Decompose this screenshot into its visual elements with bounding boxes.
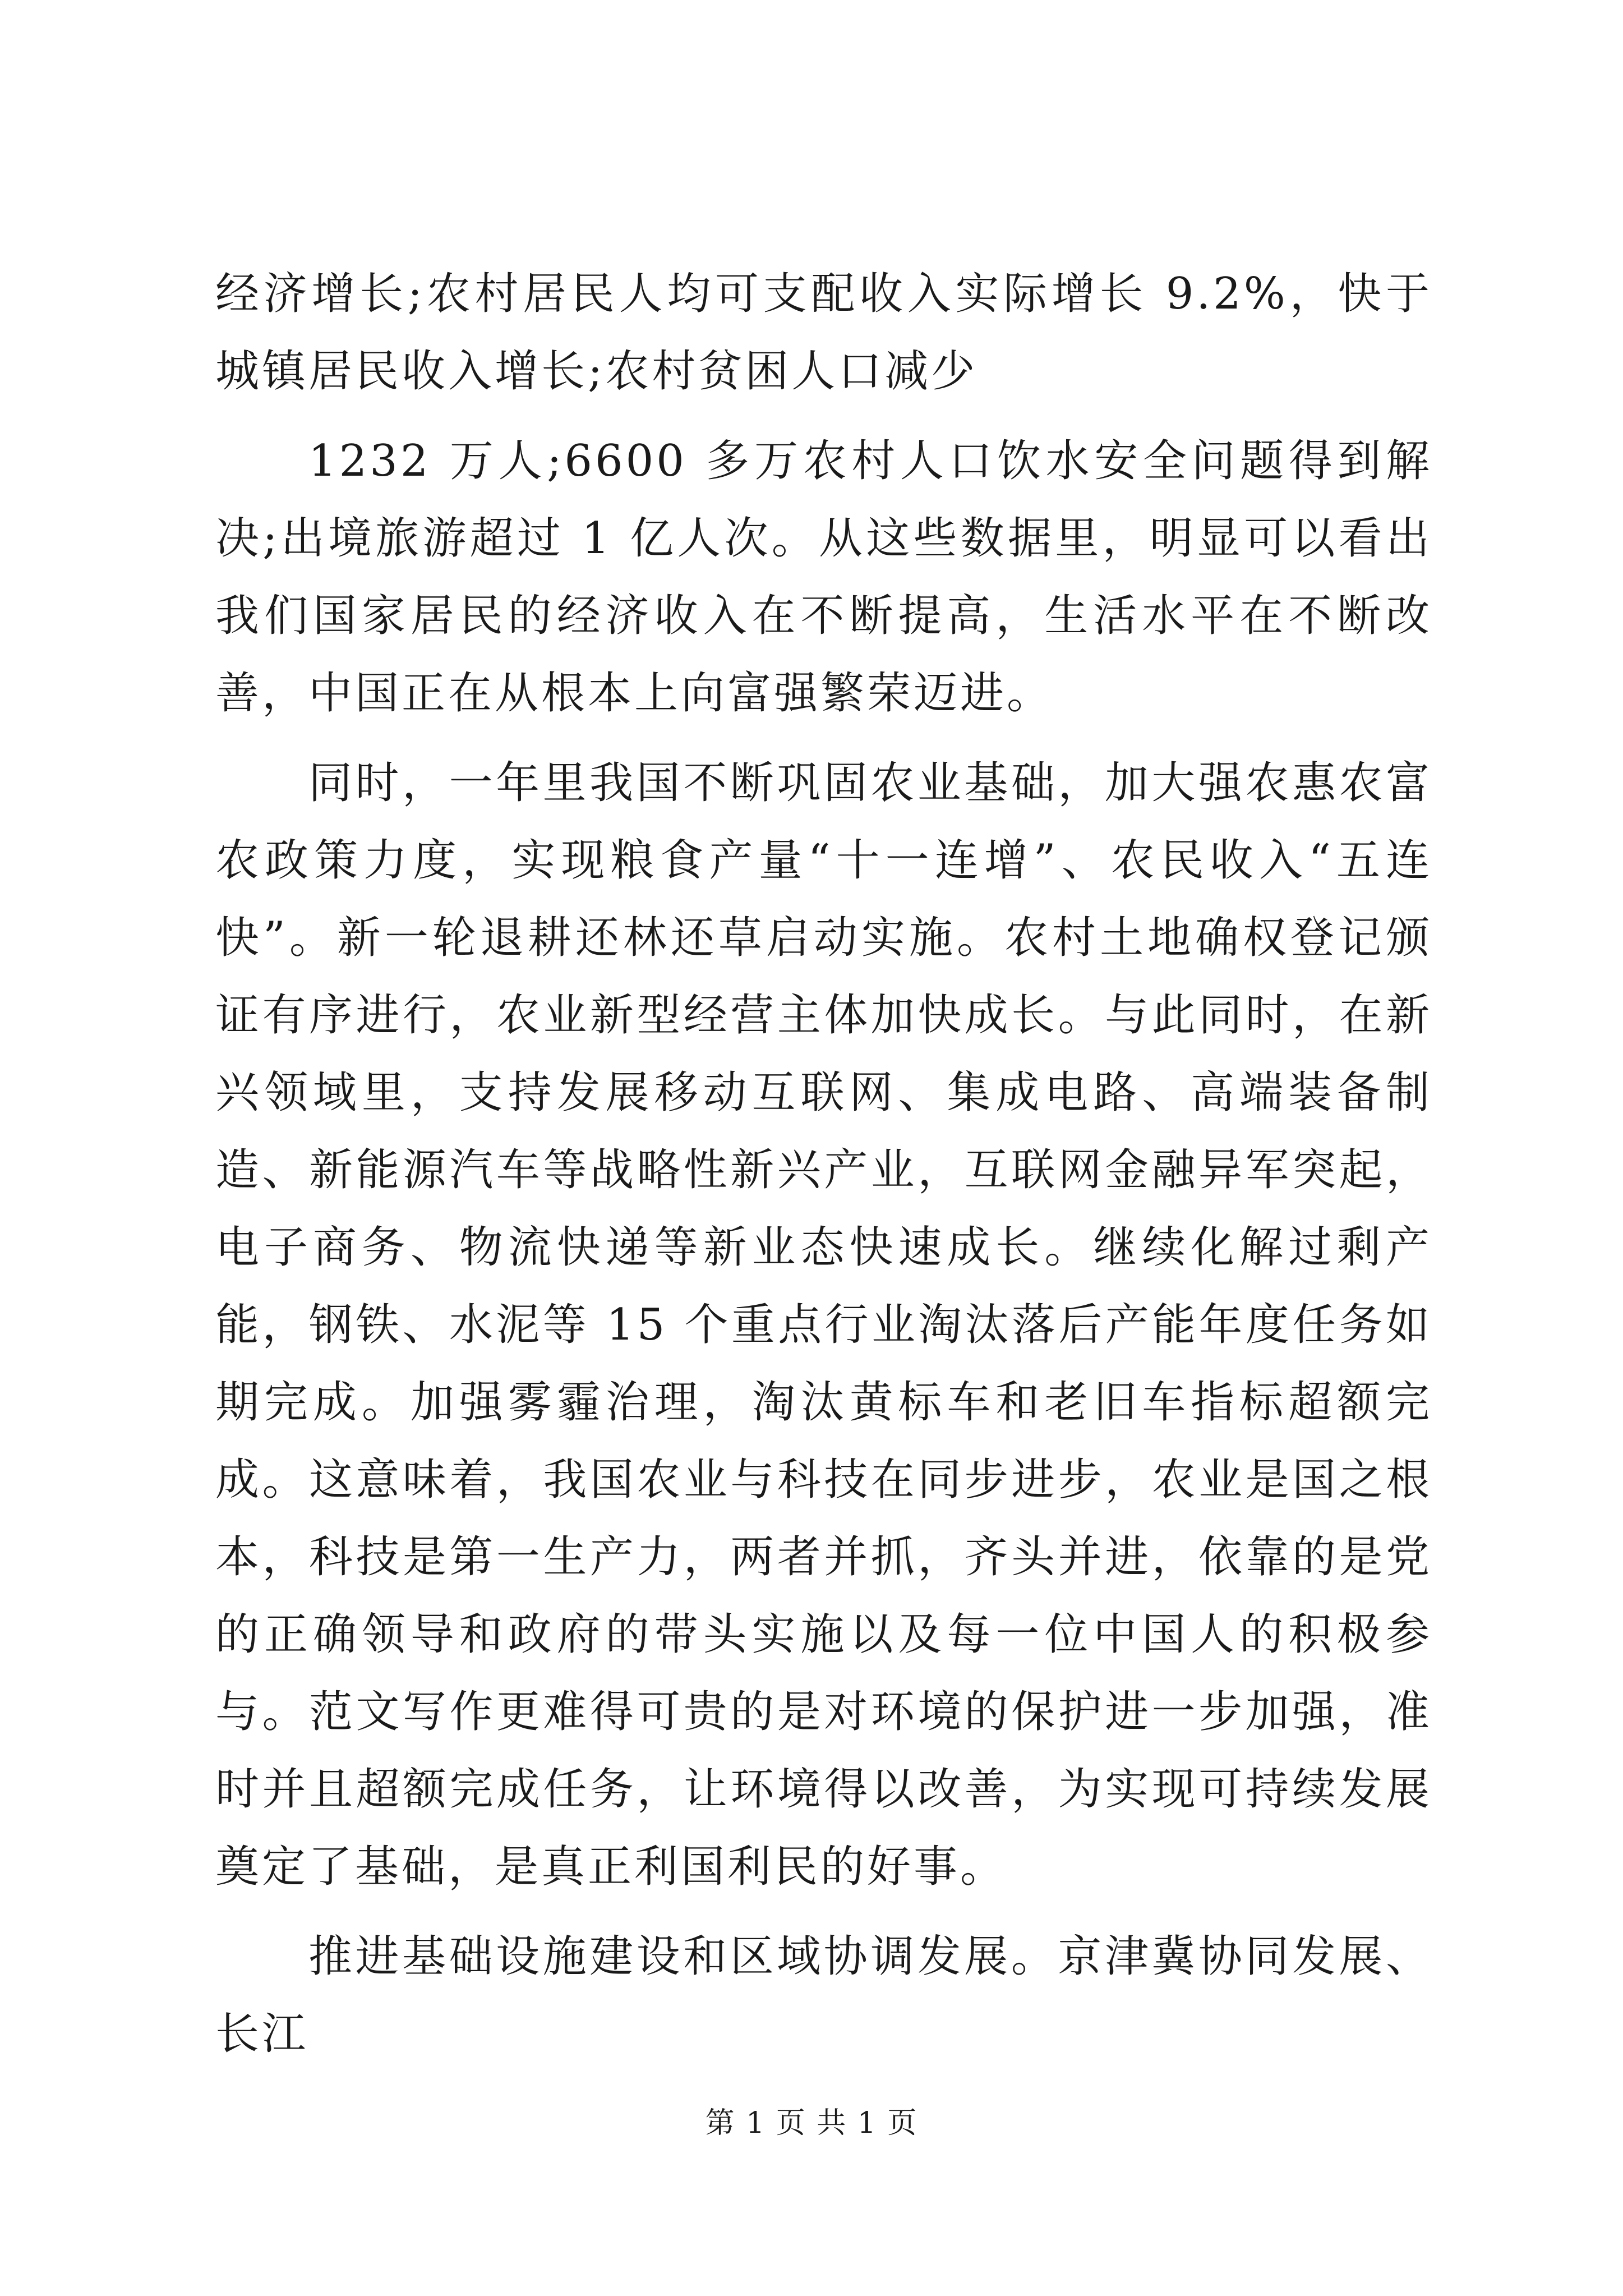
paragraph-3: 同时，一年里我国不断巩固农业基础，加大强农惠农富农政策力度，实现粮食产量“十一连增”、农民收入“五连快”。新一轮退耕还林还草启动实施。农村土地确权登记颁证有序进行，农业新型经营主体加快成长。与此同时，在新兴领域里，支持发展移动互联网、集成电路、高端装备制造、新能源汽车等战略性新兴产业，互联网金融异军突起，电子商务、物流快递等新业态快速成长。继续化解过剩产能，钢铁、水泥等 15 个重点行业淘汰落后产能年度任务如期完成。加强雾霾治理，淘汰黄标车和老旧车指标超额完成。这意味着，我国农业与科技在同步进步，农业是国之根本，科技是第一生产力，两者并抓，齐头并进，依靠的是党的正确领导和政府的带头实施以及每一位中国人的积极参与。范文写作更难得可贵的是对环境的保护进一步加强，准时并且超额完成任务，让环境得以改善，为实现可持续发展奠定了基础，是真正利国利民的好事。 xyxy=(215,758,1432,1892)
page-footer: 第 1 页 共 1 页 xyxy=(705,2106,918,2140)
document-body xyxy=(215,255,1432,2085)
paragraph-2: 1232 万人;6600 多万农村人口饮水安全问题得到解决;出境旅游超过 1 亿人次。从这些数据里，明显可以看出我们国家居民的经济收入在不断提高，生活水平在不断改善，中国正在从根本上向富强繁荣迈进。 xyxy=(215,436,1432,719)
paragraph-1: 经济增长;农村居民人均可支配收入实际增长 9.2%，快于城镇居民收入增长;农村贫困人口减少 xyxy=(215,269,1432,397)
paragraph-4: 推进基础设施建设和区域协调发展。京津冀协同发展、长江 xyxy=(215,1931,1432,2059)
